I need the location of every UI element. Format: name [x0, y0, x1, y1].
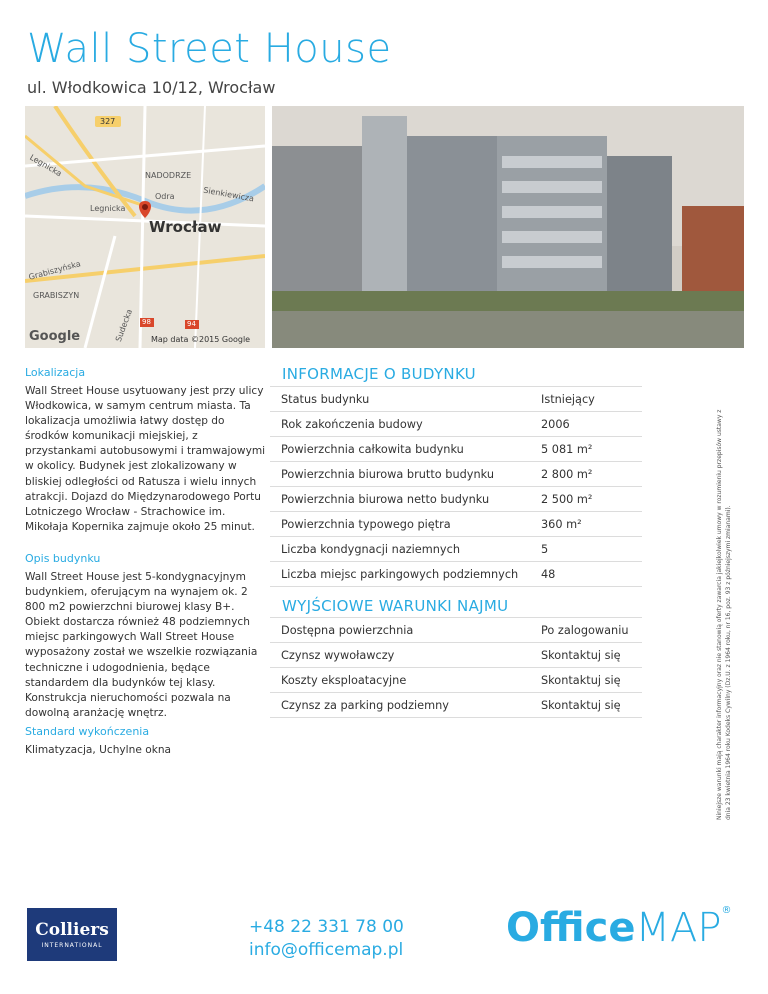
row-key: Powierzchnia typowego piętra — [281, 517, 451, 531]
officemap-logo — [506, 905, 731, 951]
contact-phone[interactable]: +48 22 331 78 00 — [249, 917, 404, 937]
standard-text: Klimatyzacja, Uchylne okna — [25, 744, 172, 756]
location-label: Lokalizacja — [25, 366, 86, 379]
table-row — [270, 462, 642, 487]
row-key: Powierzchnia całkowita budynku — [281, 442, 464, 456]
map-label-grabiszynska: Grabiszyńska — [27, 259, 82, 282]
map-label-legnicka-top: Legnicka — [28, 152, 64, 179]
lease-terms-table — [270, 617, 642, 718]
table-row — [270, 693, 642, 718]
building-address: ul. Włodkowica 10/12, Wrocław — [27, 78, 276, 97]
table-row — [270, 412, 642, 437]
row-value: Po zalogowaniu — [541, 623, 629, 637]
map-label-odra: Odra — [155, 192, 175, 201]
building-info-heading: INFORMACJE O BUDYNKU — [282, 365, 476, 383]
building-photo — [272, 106, 744, 348]
map-label-legnicka: Legnicka — [90, 204, 126, 213]
table-row — [270, 617, 642, 643]
logo-office: Office — [506, 905, 636, 951]
row-key: Dostępna powierzchnia — [281, 623, 414, 637]
map-label-city: Wrocław — [149, 218, 222, 236]
table-row — [270, 437, 642, 462]
colliers-name: Colliers — [35, 920, 109, 940]
table-row — [270, 562, 642, 587]
row-value: 5 — [541, 542, 549, 556]
map-label-nadodrze: NADODRZE — [145, 171, 192, 180]
map-label-grabiszyn: GRABISZYN — [33, 291, 80, 300]
row-value: 2 800 m² — [541, 467, 593, 481]
row-value: Skontaktuj się — [541, 673, 621, 687]
table-row — [270, 386, 642, 412]
map-label-327: 327 — [100, 117, 116, 126]
legal-disclaimer — [715, 400, 743, 820]
standard-label: Standard wykończenia — [25, 725, 150, 738]
row-value: 2 500 m² — [541, 492, 593, 506]
location-map[interactable] — [25, 106, 265, 348]
description-text: Wall Street House jest 5-kondygnacyjnym budynkiem, oferującym na wynajem ok. 2 800 m2 powierzchni biurowej klasy B+. Obiekt dostarcza również 48 podziemnych miejsc parkingowych Wall Street House wyposażony został we wszelkie rozwiązania techniczne i udogodnienia, będące standardem dla budynków tej klasy. Konstrukcja nieruchomości pozwala na dowolną aranżację wnętrz. — [25, 571, 258, 719]
page-title: Wall Street House — [27, 26, 392, 72]
logo-registered-mark: ® — [721, 905, 732, 916]
disclaimer-text: Niniejsze warunki mają charakter informacyjny oraz nie stanowią oferty zawarcia jakiejkolwiek umowy w rozumieniu przepisów ustawy z dnia 23 kwietnia 1964 roku Kodeks Cywilny (Dz.U. z 1964 roku, nr 16, poz. 93 z późniejszymi zmianami). — [716, 409, 732, 820]
row-value: 360 m² — [541, 517, 582, 531]
location-text: Wall Street House usytuowany jest przy ulicy Włodkowica, w samym centrum miasta. Ta lokalizacja umożliwia łatwy dostęp do środków komunikacji miejskiej, z przystankami autobusowymi i tramwajowymi w okolicy. Budynek jest zlokalizowany w bliskiej odległości od Ratusza i wielu innych atrakcji. Dojazd do Międzynarodowego Portu Lotniczego Wrocław - Strachowice im. Mikołaja Kopernika zajmuje około 25 minut. — [25, 385, 266, 533]
row-value: Skontaktuj się — [541, 698, 621, 712]
table-row — [270, 537, 642, 562]
row-key: Rok zakończenia budowy — [281, 417, 423, 431]
logo-map: MAP — [635, 905, 722, 951]
row-key: Czynsz za parking podziemny — [281, 698, 449, 712]
map-label-98: 98 — [142, 318, 151, 326]
building-info-table — [270, 386, 642, 587]
google-logo: Google — [29, 329, 81, 344]
row-value: Skontaktuj się — [541, 648, 621, 662]
colliers-sub: INTERNATIONAL — [41, 942, 103, 949]
table-row — [270, 643, 642, 668]
row-key: Liczba miejsc parkingowych podziemnych — [281, 567, 519, 581]
row-key: Liczba kondygnacji naziemnych — [281, 542, 460, 556]
row-value: Istniejący — [541, 392, 595, 406]
map-label-94: 94 — [187, 320, 196, 328]
map-label-sienkiewicza: Sienkiewicza — [202, 185, 255, 204]
lease-terms-heading: WYJŚCIOWE WARUNKI NAJMU — [282, 597, 509, 615]
row-value: 48 — [541, 567, 556, 581]
row-value: 5 081 m² — [541, 442, 593, 456]
row-key: Koszty eksploatacyjne — [281, 673, 407, 687]
contact-email[interactable]: info@officemap.pl — [249, 940, 404, 960]
map-attribution: Map data ©2015 Google — [151, 335, 251, 344]
table-row — [270, 512, 642, 537]
map-label-sudecka: Sudecka — [113, 308, 135, 343]
colliers-logo — [27, 908, 117, 961]
row-key: Powierzchnia biurowa brutto budynku — [281, 467, 494, 481]
table-row — [270, 668, 642, 693]
row-key: Powierzchnia biurowa netto budynku — [281, 492, 490, 506]
row-key: Status budynku — [281, 392, 370, 406]
row-value: 2006 — [541, 417, 570, 431]
table-row — [270, 487, 642, 512]
description-label: Opis budynku — [25, 552, 101, 565]
row-key: Czynsz wywoławczy — [281, 648, 395, 662]
